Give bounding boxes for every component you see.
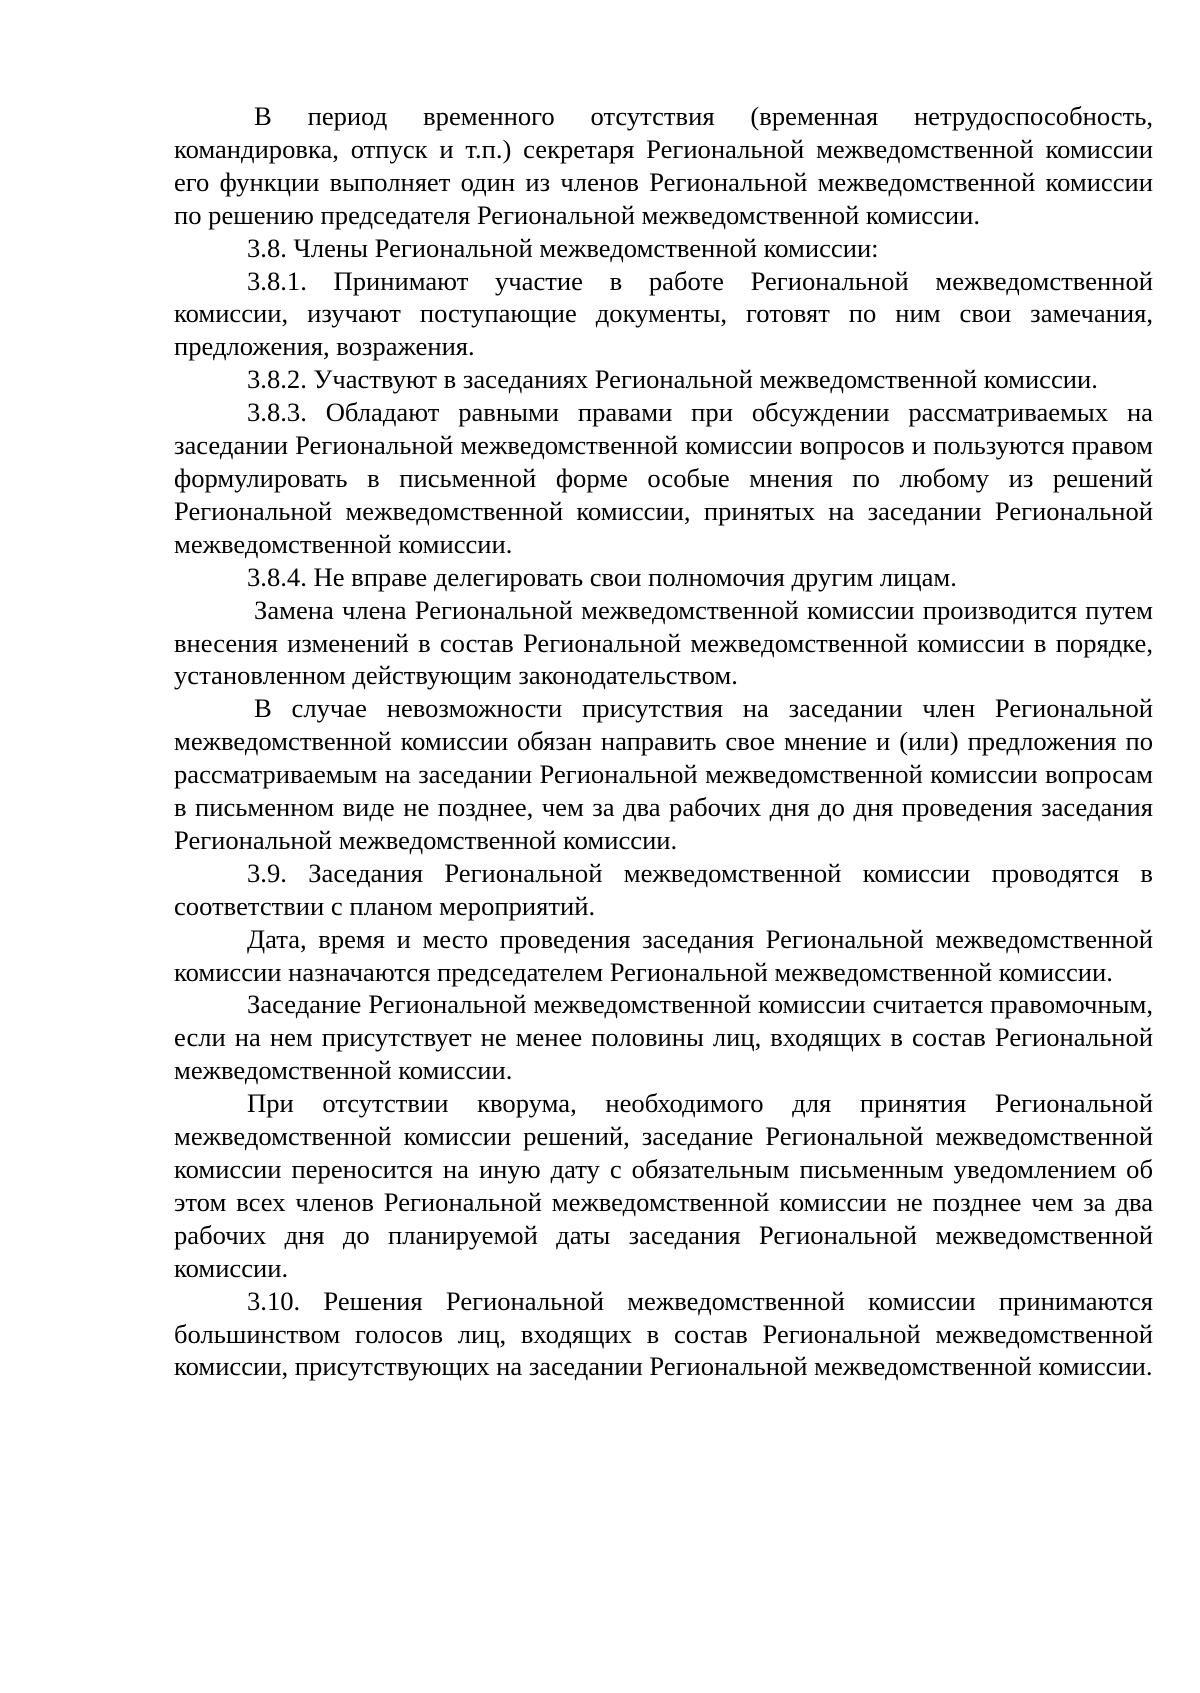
paragraph-member-replacement: Замена члена Региональной межведомственной комиссии производится путем внесения изменений в состав Региональной межведомственной комиссии в порядке, установленном действующим законодательством.	[174, 594, 1153, 691]
paragraph-3-9: 3.9. Заседания Региональной межведомственной комиссии проводятся в соответствии с планом мероприятий.	[174, 857, 1153, 921]
paragraph-absence-opinion: В случае невозможности присутствия на заседании член Региональной межведомственной комиссии обязан направить свое мнение и (или) предложения по рассматриваемым на заседании Региональной межведомственной комиссии вопросам в письменном виде не позднее, чем за два рабочих дня до дня проведения заседания Региональной межведомственной комиссии.	[174, 693, 1153, 855]
paragraph-no-quorum: При отсутствии кворума, необходимого для принятия Региональной межведомственной комиссии решений, заседание Региональной межведомственной комиссии переносится на иную дату с обязательным письменным уведомлением об этом всех членов Региональной межведомственной комиссии не позднее чем за два рабочих дня до планируемой даты заседания Региональной межведомственной комиссии.	[174, 1088, 1153, 1283]
paragraph-3-10: 3.10. Решения Региональной межведомственной комиссии принимаются большинством голосов лиц, входящих в состав Региональной межведомственной комиссии, присутствующих на заседании Региональной межведомственной комиссии.	[174, 1285, 1153, 1382]
paragraph-3-8-3: 3.8.3. Обладают равными правами при обсуждении рассматриваемых на заседании Региональной межведомственной комиссии вопросов и пользуются правом формулировать в письменной форме особые мнения по любому из решений Региональной межведомственной комиссии, принятых на заседании Региональной межведомственной комиссии.	[174, 397, 1153, 559]
paragraph-quorum: Заседание Региональной межведомственной комиссии считается правомочным, если на нем присутствует не менее половины лиц, входящих в состав Региональной межведомственной комиссии.	[174, 989, 1153, 1086]
paragraph-3-8-4: 3.8.4. Не вправе делегировать свои полномочия другим лицам.	[247, 561, 957, 592]
paragraph-meeting-date: Дата, время и место проведения заседания Региональной межведомственной комиссии назначаются председателем Региональной межведомственной комиссии.	[174, 923, 1153, 987]
document-body	[174, 100, 1153, 1383]
paragraph-secretary-absence: В период временного отсутствия (временная нетрудоспособность, командировка, отпуск и т.п.) секретаря Региональной межведомственной комиссии его функции выполняет один из членов Региональной межведомственной комиссии по решению председателя Региональной межведомственной комиссии.	[174, 101, 1153, 230]
paragraph-3-8-1: 3.8.1. Принимают участие в работе Региональной межведомственной комиссии, изучают поступающие документы, готовят по ним свои замечания, предложения, возражения.	[174, 265, 1153, 362]
paragraph-3-8: 3.8. Члены Региональной межведомственной комиссии:	[247, 232, 879, 263]
paragraph-3-8-2: 3.8.2. Участвуют в заседаниях Региональной межведомственной комиссии.	[247, 364, 1098, 395]
